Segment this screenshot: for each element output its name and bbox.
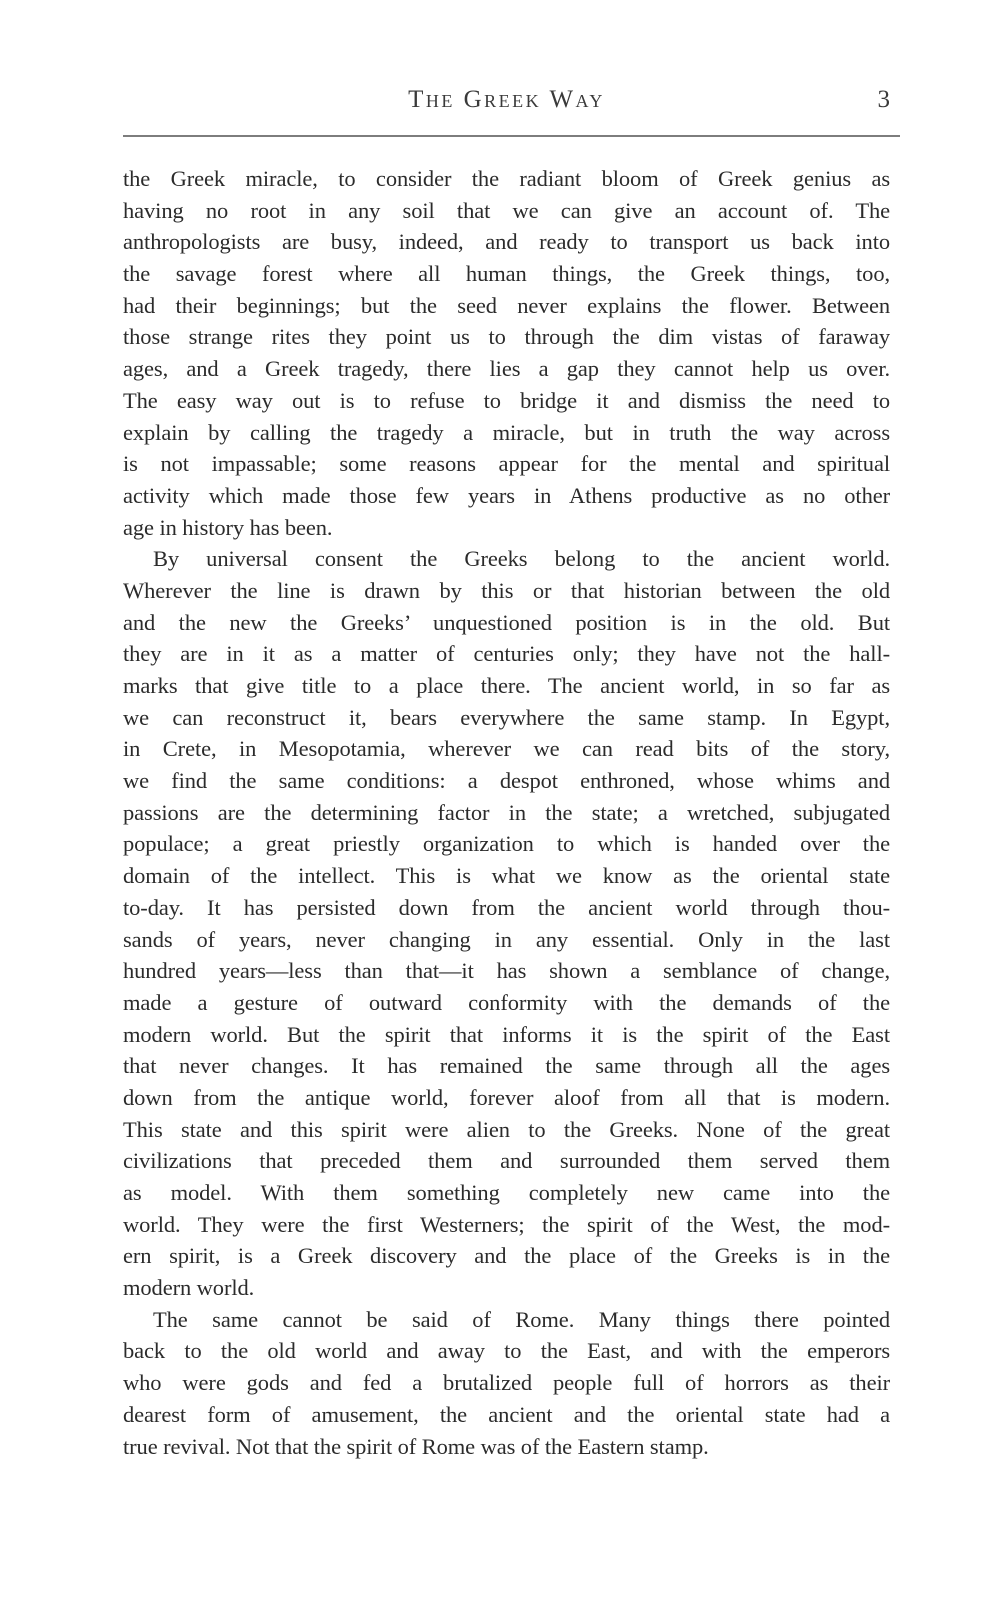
text-line: as model. With them something completely new came into the — [123, 1180, 890, 1205]
text-line: they are in it as a matter of centuries only; they have not the hall- — [123, 641, 890, 667]
text-line: civilizations that preceded them and surrounded them served them — [123, 1148, 890, 1174]
text-line: world. They were the first Westerners; the spirit of the West, the mod- — [123, 1211, 890, 1237]
text-line: populace; a great priestly organization to which is handed over the — [123, 831, 890, 857]
text-line: sands of years, never changing in any essential. Only in the last — [123, 926, 890, 952]
text-line: we can reconstruct it, bears everywhere the same stamp. In Egypt, — [123, 704, 890, 730]
text-line: explain by calling the tragedy a miracle, but in truth the way across — [123, 419, 890, 445]
text-line: ages, and a Greek tragedy, there lies a gap they cannot help us over. — [123, 356, 890, 382]
header-rule — [123, 135, 900, 137]
page-number: 3 — [877, 86, 890, 113]
text-line: The same cannot be said of Rome. Many things there pointed — [153, 1306, 890, 1332]
text-line: marks that give title to a place there. The ancient world, in so far as — [123, 673, 890, 698]
text-line: modern world. But the spirit that informs it is the spirit of the East — [123, 1021, 890, 1047]
text-line: is not impassable; some reasons appear for the mental and spiritual — [123, 451, 890, 477]
text-line: anthropologists are busy, indeed, and ready to transport us back into — [123, 229, 890, 255]
text-line: By universal consent the Greeks belong to the ancient world. — [153, 546, 890, 572]
paragraph — [123, 1304, 890, 1462]
text-line: to-day. It has persisted down from the ancient world through thou- — [123, 894, 890, 920]
text-line: those strange rites they point us to through the dim vistas of faraway — [123, 324, 890, 350]
text-line: the savage forest where all human things, the Greek things, too, — [123, 261, 890, 287]
body-text — [123, 163, 890, 1462]
text-line: who were gods and fed a brutalized people full of horrors as their — [123, 1370, 890, 1396]
text-line: made a gesture of outward conformity with the demands of the — [123, 989, 890, 1015]
text-line: passions are the determining factor in the state; a wretched, subjugated — [123, 799, 890, 825]
text-line: dearest form of amusement, the ancient and the oriental state had a — [123, 1401, 890, 1427]
text-line: age in history has been. — [123, 514, 333, 540]
text-line: ern spirit, is a Greek discovery and the place of the Greeks is in the — [123, 1243, 890, 1269]
text-line: This state and this spirit were alien to the Greeks. None of the great — [123, 1116, 890, 1142]
text-line: that never changes. It has remained the same through all the ages — [123, 1053, 890, 1079]
page-title: The Greek Way — [408, 86, 605, 113]
text-line: domain of the intellect. This is what we know as the oriental state — [123, 863, 890, 889]
paragraph — [123, 543, 890, 1304]
text-line: we find the same conditions: a despot enthroned, whose whims and — [123, 768, 890, 794]
text-line: true revival. Not that the spirit of Rome was of the Eastern stamp. — [123, 1433, 709, 1459]
paragraph — [123, 163, 890, 543]
text-line: back to the old world and away to the East, and with the emperors — [123, 1338, 890, 1364]
text-line: had their beginnings; but the seed never explains the flower. Between — [123, 292, 890, 318]
running-head — [123, 86, 890, 126]
text-line: and the new the Greeks’ unquestioned position is in the old. But — [123, 609, 890, 635]
text-line: in Crete, in Mesopotamia, wherever we can read bits of the story, — [123, 736, 890, 762]
text-line: The easy way out is to refuse to bridge it and dismiss the need to — [123, 387, 890, 413]
text-line: Wherever the line is drawn by this or that historian between the old — [123, 577, 890, 603]
text-line: hundred years—less than that—it has shown a semblance of change, — [123, 958, 890, 984]
text-line: activity which made those few years in Athens productive as no other — [123, 482, 890, 508]
text-line: down from the antique world, forever aloof from all that is modern. — [123, 1084, 890, 1110]
text-line: the Greek miracle, to consider the radiant bloom of Greek genius as — [123, 166, 890, 191]
text-line: having no root in any soil that we can give an account of. The — [123, 197, 890, 223]
text-line: modern world. — [123, 1275, 255, 1301]
